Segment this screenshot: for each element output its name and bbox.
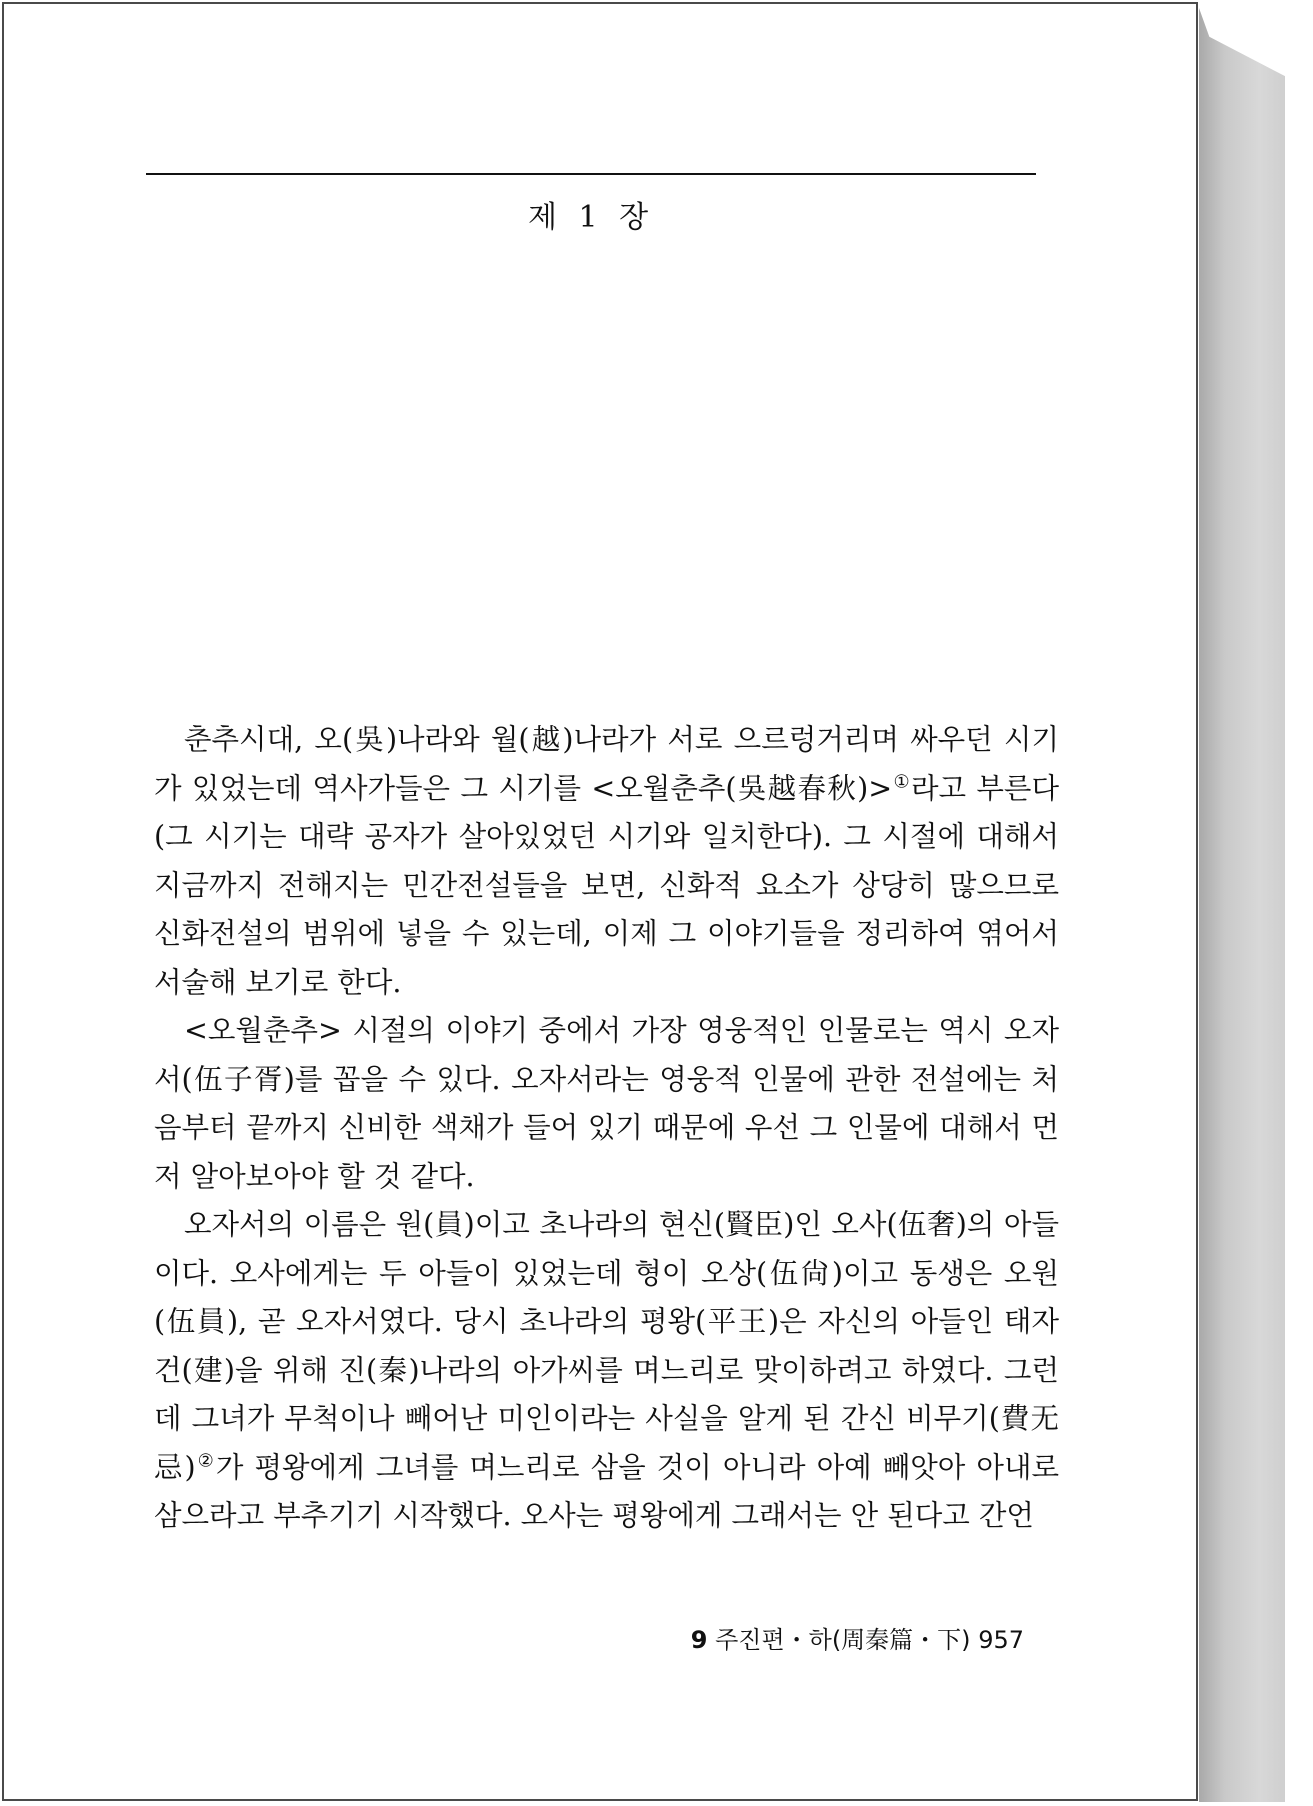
- paragraph-3: [154, 1201, 1059, 1541]
- body-text: [154, 716, 1059, 1541]
- footnote-marker-1: ①: [892, 771, 911, 792]
- text-segment: 춘추시대, 오(吳)나라와 월(越)나라가 서로 으르렁거리며 싸우던 시기가 있었는데 역사가들은 그 시기를 <오월춘추(吳越春秋)>: [154, 723, 1059, 805]
- text-segment: 오자서의 이름은 원(員)이고 초나라의 현신(賢臣)인 오사(伍奢)의 아들이다. 오사에게는 두 아들이 있었는데 형이 오상(伍尙)이고 동생은 오원(伍員), 곧 오자서였다. 당시 초나라의 평왕(平王)은 자신의 아들인 태자 건(建)을 위해 진(秦)나라의 아가씨를 며느리로 맞이하려고 하였다. 그런데 그녀가 무척이나 빼어난 미인이라는 사실을 알게 된 간신 비무기(費无忌): [154, 1208, 1059, 1484]
- book-page: [2, 2, 1198, 1801]
- paragraph-2: [154, 1007, 1059, 1201]
- text-segment: <오월춘추> 시절의 이야기 중에서 가장 영웅적인 인물로는 역시 오자서(伍子胥)를 꼽을 수 있다. 오자서라는 영웅적 인물에 관한 전설에는 처음부터 끝까지 신비한 색채가 들어 있기 때문에 우선 그 인물에 대해서 먼저 알아보아야 할 것 같다.: [154, 1014, 1059, 1193]
- section-title: 주진편・하(周秦篇・下): [715, 1626, 971, 1654]
- page-number: 957: [978, 1626, 1024, 1654]
- book-page-edge: [1199, 8, 1285, 1802]
- section-number: 9: [690, 1626, 708, 1654]
- header-rule: [146, 173, 1036, 175]
- paragraph-1: [154, 716, 1059, 1007]
- text-segment: 가 평왕에게 그녀를 며느리로 삼을 것이 아니라 아예 빼앗아 아내로 삼으라고 부추기기 시작했다. 오사는 평왕에게 그래서는 안 된다고 간언: [154, 1450, 1060, 1532]
- chapter-title: 제 1 장: [527, 200, 655, 235]
- page-footer: [604, 1620, 1024, 1655]
- footnote-marker-2: ②: [195, 1450, 216, 1471]
- text-segment: 라고 부른다(그 시기는 대략 공자가 살아있었던 시기와 일치한다). 그 시절에 대해서 지금까지 전해지는 민간전설들을 보면, 신화적 요소가 상당히 많으므로 신화전설의 범위에 넣을 수 있는데, 이제 그 이야기들을 정리하여 엮어서 서술해 보기로 한다.: [154, 771, 1059, 999]
